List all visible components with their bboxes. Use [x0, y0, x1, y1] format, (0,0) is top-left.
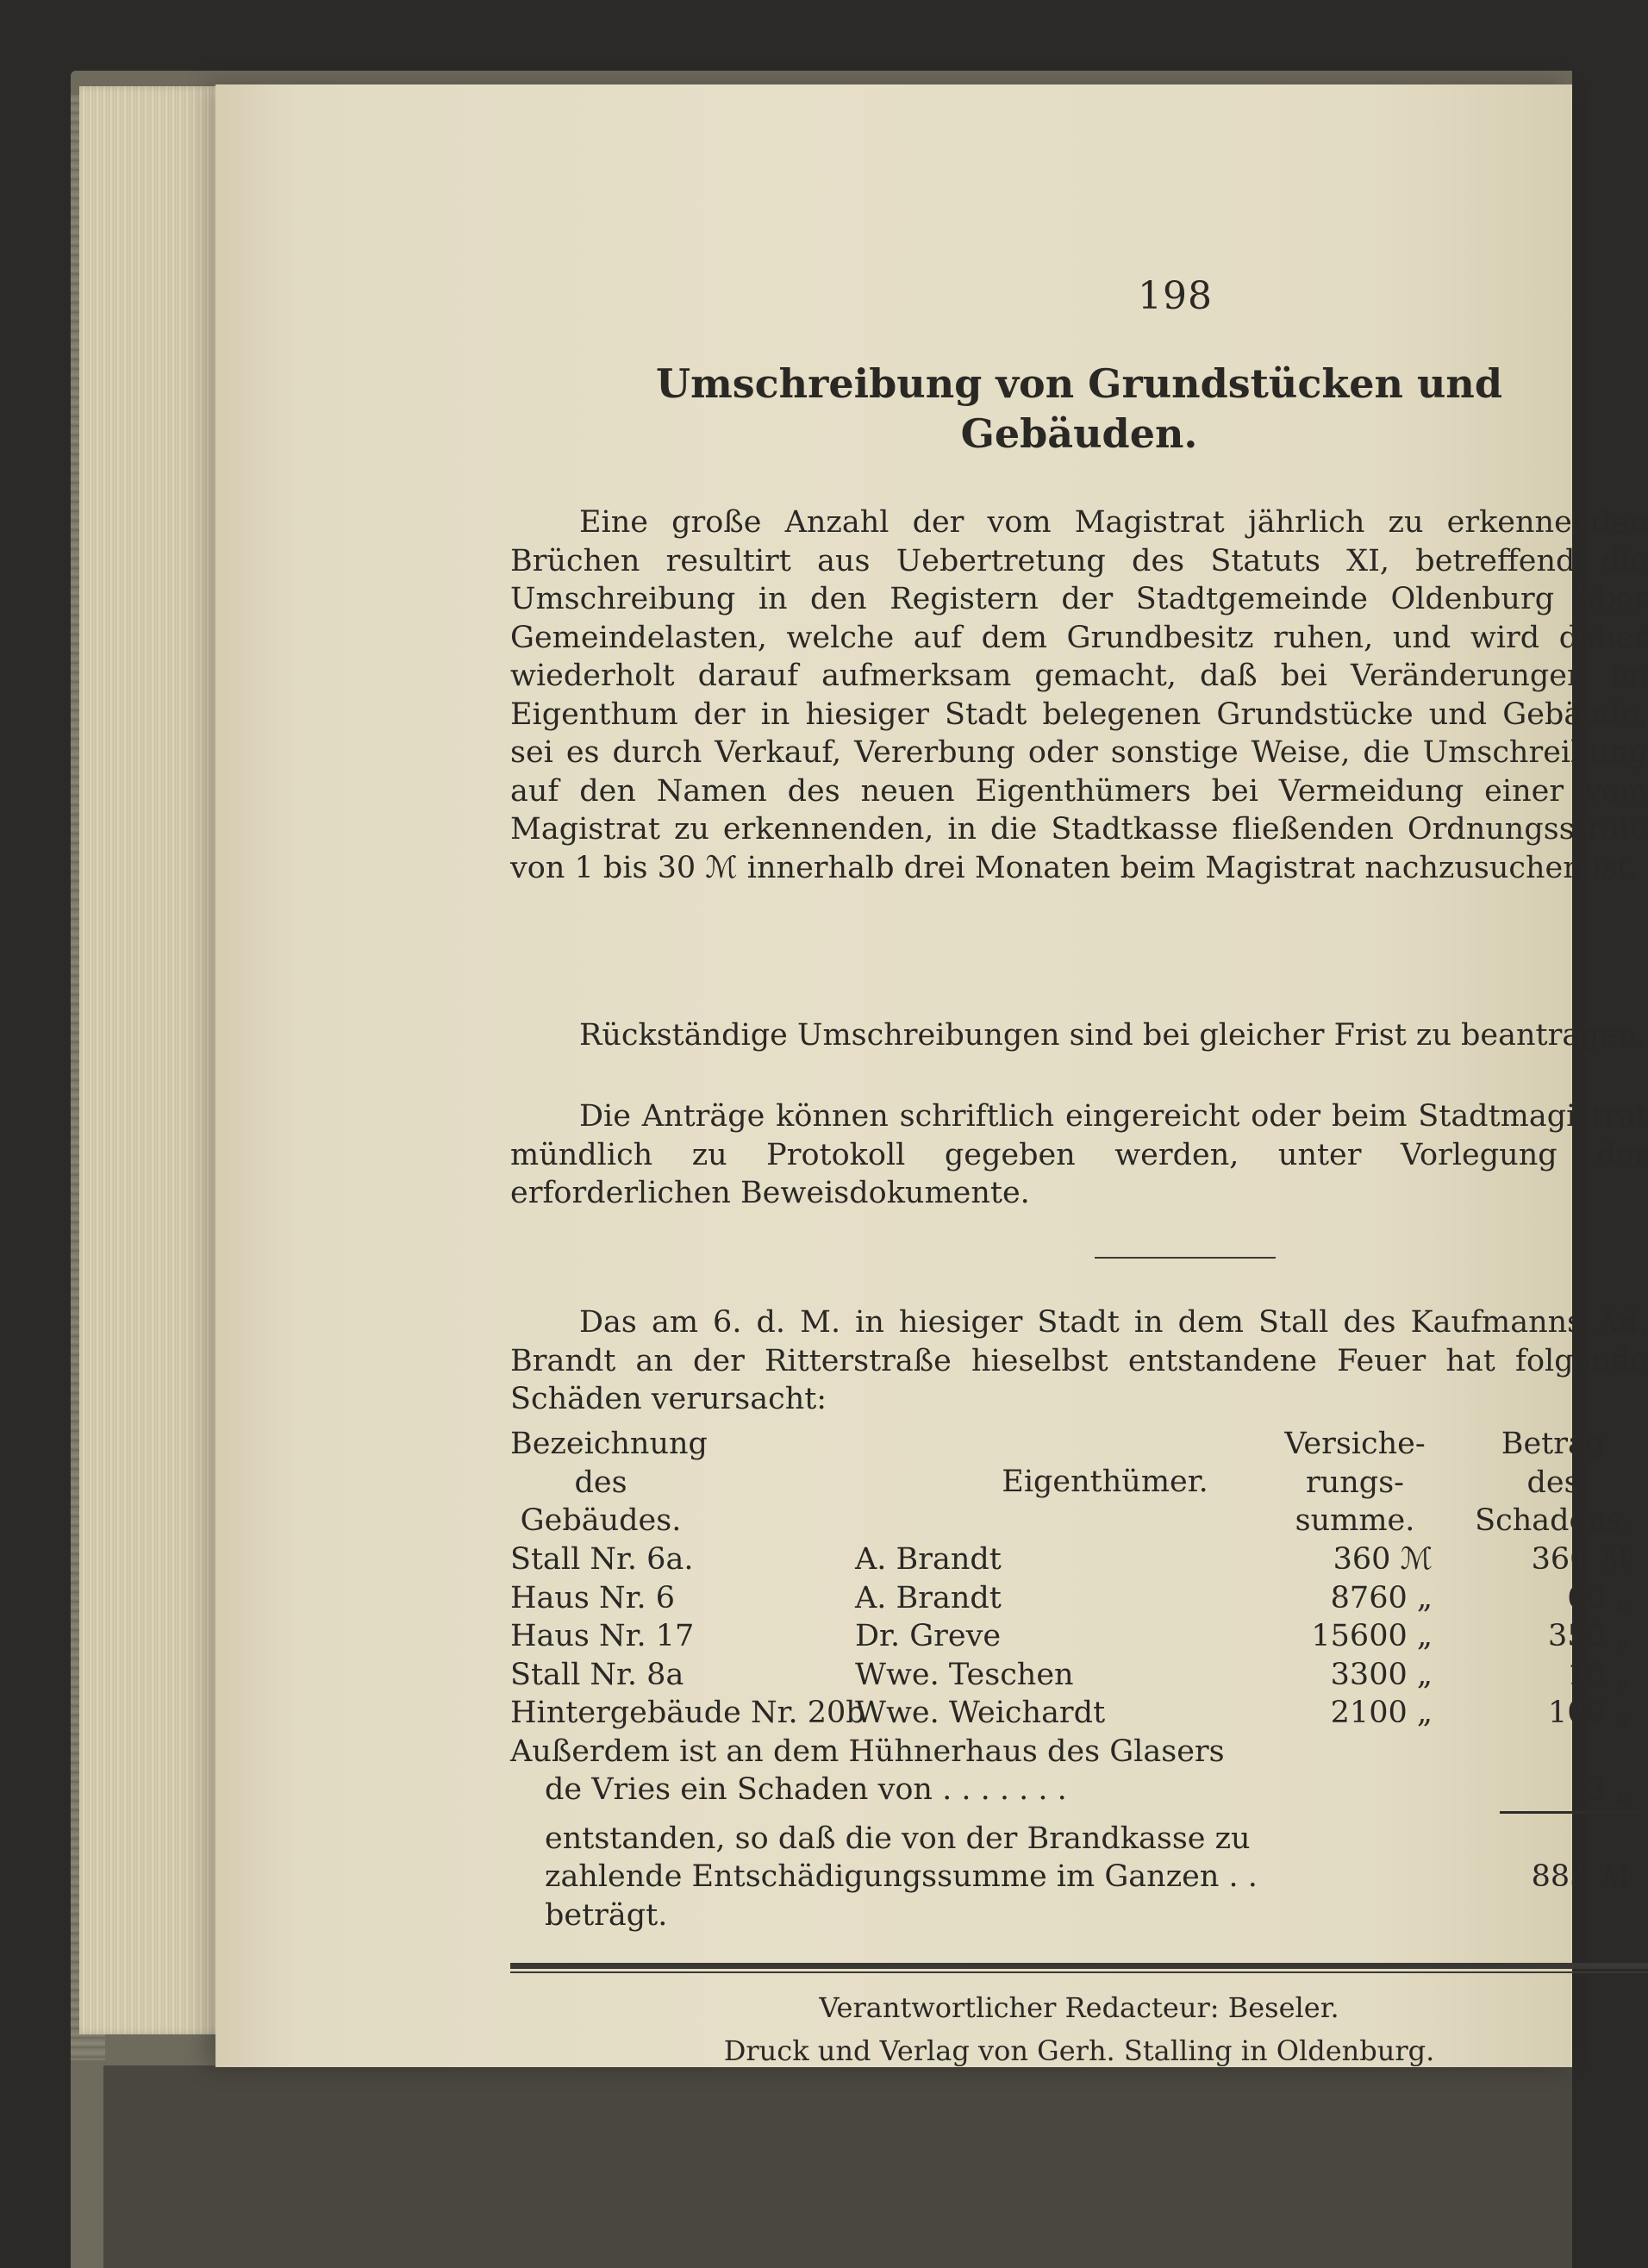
cell-owner: Wwe. Weichardt [855, 1696, 1106, 1730]
cell-damage: 60 „ [1567, 1580, 1631, 1615]
footer-rule-thick [510, 1963, 1648, 1969]
total-row-3 [510, 1896, 1648, 1935]
table-row [510, 1694, 1648, 1733]
header-description-line: des [574, 1465, 627, 1500]
footer-rule-thin [510, 1971, 1648, 1973]
cell-sum: 3300 „ [1330, 1657, 1433, 1692]
header-damage-line: des [1526, 1465, 1580, 1500]
header-description-line: Bezeichnung [510, 1427, 708, 1461]
heading-line-1: Umschreibung von Grundstücken und [655, 360, 1503, 407]
extra-row-2 [510, 1771, 1648, 1809]
cell-sum: 2100 „ [1330, 1696, 1433, 1730]
paragraph-4: Das am 6. d. M. in hiesiger Stadt in dem Stall des Kaufmanns Ad. Brandt an der Ritterstraße hieselbst entstandene Feuer hat folgende Schäden verursacht: [510, 1305, 1648, 1416]
damage-table [510, 1425, 1648, 1934]
footer-printer: Druck und Verlag von Gerh. Stalling in Oldenburg. [723, 2034, 1435, 2067]
table-row [510, 1579, 1648, 1618]
cell-description: Stall Nr. 8a [510, 1657, 684, 1692]
table-row [510, 1656, 1648, 1695]
extra-damage-value: 3 „ [1586, 1772, 1631, 1807]
cell-owner: A. Brandt [855, 1542, 1002, 1577]
section-divider [1095, 1257, 1276, 1259]
header-sum-line: Versiche- [1284, 1427, 1426, 1461]
heading-line-2: Gebäuden. [960, 410, 1198, 457]
cell-sum: 8760 „ [1330, 1580, 1433, 1615]
table-header [510, 1425, 1648, 1540]
header-insured-sum [1264, 1425, 1445, 1540]
header-description [510, 1425, 708, 1540]
extra-row-1 [510, 1733, 1648, 1771]
cell-description: Hintergebäude Nr. 20b [510, 1696, 865, 1730]
cell-sum: 360 ℳ [1333, 1542, 1433, 1577]
total-text-line-2: zahlende Entschädigungssumme im Ganzen . . [545, 1859, 1258, 1894]
header-sum-line: rungs- [1305, 1465, 1404, 1500]
book-page [215, 84, 1648, 2067]
page-number: 198 [1138, 274, 1213, 318]
header-sum-line: summe. [1295, 1503, 1415, 1538]
cell-damage: 360 ℳ [1531, 1542, 1631, 1577]
footer-editor: Verantwortlicher Redacteur: Beseler. [819, 1991, 1339, 2024]
sum-rule [1500, 1811, 1639, 1814]
total-text-line-3: beträgt. [545, 1897, 668, 1933]
table-row [510, 1540, 1648, 1579]
header-damage [1458, 1425, 1648, 1540]
header-damage-line: Betrag [1501, 1427, 1606, 1461]
total-value: 883 ℳ [1531, 1859, 1631, 1894]
cell-sum: 15600 „ [1311, 1619, 1433, 1653]
header-owner: Eigenthümer. [1002, 1465, 1208, 1499]
section-heading [510, 359, 1648, 459]
cell-damage: 10 „ [1567, 1657, 1631, 1692]
cell-owner: A. Brandt [855, 1580, 1002, 1615]
cell-owner: Dr. Greve [855, 1619, 1002, 1653]
header-description-line: Gebäudes. [520, 1503, 682, 1538]
table-row [510, 1617, 1648, 1656]
total-row-2 [510, 1858, 1648, 1896]
header-damage-line: Schadens. [1475, 1503, 1632, 1538]
cell-damage: 350 „ [1547, 1619, 1631, 1653]
total-row-1 [510, 1820, 1648, 1859]
paragraph-2: Rückständige Umschreibungen sind bei gleicher Frist zu beantragen. [579, 1018, 1647, 1053]
paragraph-1: Eine große Anzahl der vom Magistrat jährlich zu erkennenden Brüchen resultirt aus Uebertretung des Statuts XI, betreffend die Umschreibung in den Registern der Stadtgemeinde Oldenburg über Gemeindelasten, welche auf dem Grundbesitz ruhen, und wird daher wiederholt darauf aufmerksam gemacht, daß bei Veränderungen im Eigenthum der in hiesiger Stadt belegenen Grundstücke und Gebäude, sei es durch Verkauf, Vererbung oder sonstige Weise, die Umschreibung auf den Namen des neuen Eigenthümers bei Vermeidung einer vom Magistrat zu erkennenden, in die Stadtkasse fließenden Ordnungsstrafe von 1 bis 30 ℳ innerhalb drei Monaten beim Magistrat nachzusuchen ist. [510, 505, 1648, 885]
extra-text-line-2: de Vries ein Schaden von . . . . . . . [545, 1772, 1067, 1807]
cell-description: Stall Nr. 6a. [510, 1542, 694, 1577]
cell-damage: 100 „ [1547, 1696, 1631, 1730]
cell-owner: Wwe. Teschen [855, 1657, 1074, 1692]
paragraph-3: Die Anträge können schriftlich eingereicht oder beim Stadtmagistrat mündlich zu Protokoll gegeben werden, unter Vorlegung der erforderlichen Beweisdokumente. [510, 1099, 1648, 1210]
total-text-line-1: entstanden, so daß die von der Brandkasse zu [545, 1821, 1251, 1856]
cell-description: Haus Nr. 17 [510, 1619, 695, 1653]
cell-description: Haus Nr. 6 [510, 1580, 676, 1615]
sum-rule-row [510, 1809, 1648, 1820]
book-bottom-shadow [103, 2065, 1572, 2268]
extra-text-line-1: Außerdem ist an dem Hühnerhaus des Glasers [510, 1734, 1225, 1769]
